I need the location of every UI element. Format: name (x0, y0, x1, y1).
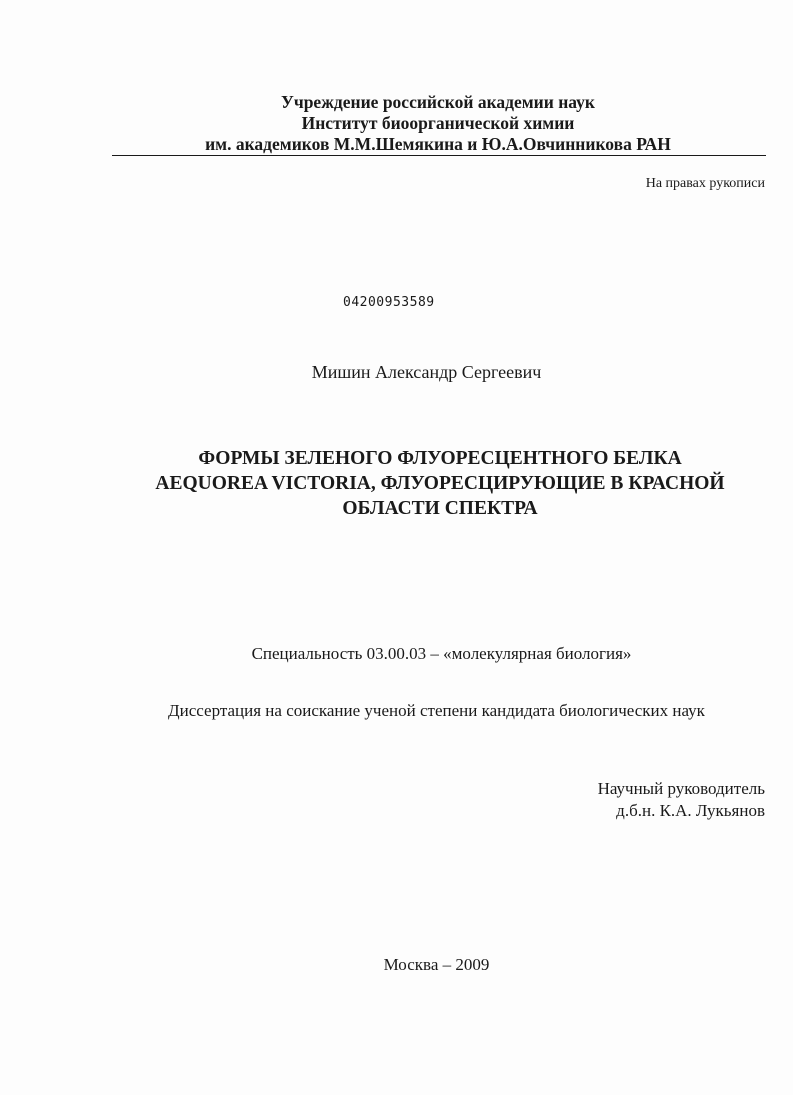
institution-line-3: им. академиков М.М.Шемякина и Ю.А.Овчинникова РАН (205, 134, 671, 154)
institution-line-2: Институт биоорганической химии (301, 113, 575, 133)
dissertation-title (80, 446, 793, 521)
archive-stamp-number: 04200953589 (343, 295, 435, 310)
degree-line: Диссертация на соискание ученой степени кандидата биологических наук (168, 701, 705, 720)
city-year: Москва – 2009 (383, 955, 490, 974)
institution-line-1: Учреждение российской академии наук (280, 92, 596, 112)
header-divider (112, 155, 766, 156)
author-name: Мишин Александр Сергеевич (311, 362, 542, 382)
supervisor-block (598, 778, 765, 822)
title-line-3: ОБЛАСТИ СПЕКТРА (342, 498, 538, 519)
manuscript-rights-note: На правах рукописи (645, 176, 765, 191)
supervisor-name: д.б.н. К.А. Лукьянов (616, 801, 765, 820)
supervisor-role: Научный руководитель (597, 779, 765, 798)
institution-header (110, 92, 766, 155)
specialty-line: Специальность 03.00.03 – «молекулярная биология» (251, 644, 632, 663)
title-line-2: AEQUOREA VICTORIA, ФЛУОРЕСЦИРУЮЩИЕ В КРАСНОЙ (155, 473, 725, 494)
title-line-1: ФОРМЫ ЗЕЛЕНОГО ФЛУОРЕСЦЕНТНОГО БЕЛКА (198, 448, 682, 469)
